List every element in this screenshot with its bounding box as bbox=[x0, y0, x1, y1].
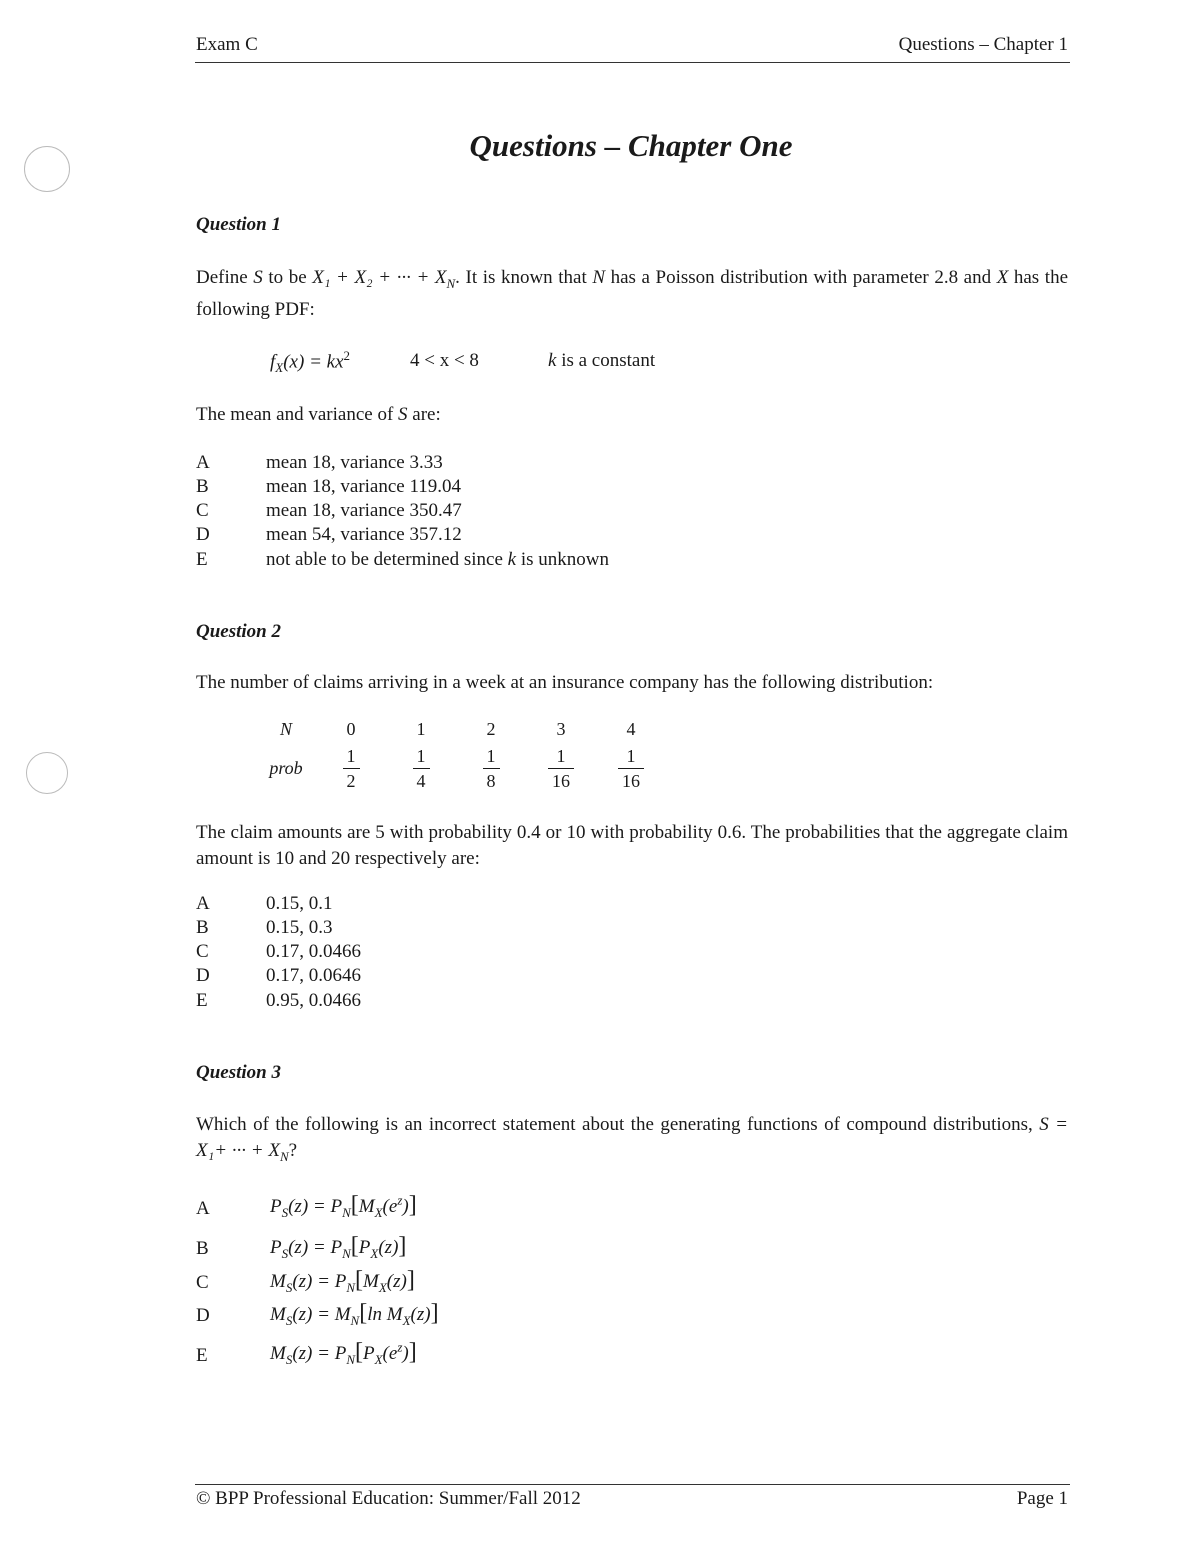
option-text: 0.95, 0.0466 bbox=[266, 990, 361, 1011]
option-text: mean 54, variance 357.12 bbox=[266, 524, 462, 545]
n-value: 1 bbox=[416, 718, 426, 739]
prob-fraction: $\frac{1}{8}$ bbox=[483, 744, 500, 793]
distribution-table bbox=[256, 714, 666, 793]
option-letter: D bbox=[196, 524, 210, 545]
header-left: Exam C bbox=[196, 34, 258, 55]
pdf-range: 4 < x < 8 bbox=[410, 350, 479, 371]
prob-fraction: $\frac{1}{4}$ bbox=[413, 744, 430, 793]
option-letter: A bbox=[196, 893, 210, 914]
option-formula: $P_S(z) = P_N[P_X(z)]$ bbox=[270, 1233, 407, 1261]
option-letter: B bbox=[196, 1238, 209, 1259]
option-letter: C bbox=[196, 941, 209, 962]
pdf-note: k is a constant bbox=[548, 350, 656, 371]
page-number: Page 1 bbox=[1016, 1488, 1068, 1509]
n-value: 3 bbox=[556, 718, 566, 739]
question-3-heading: Question 3 bbox=[196, 1062, 281, 1083]
question-3-text: Which of the following is an incorrect statement about the generating functions of compound distributions, S = X₁+ ··· + $X_N$? bbox=[196, 1114, 1068, 1164]
option-text: mean 18, variance 3.33 bbox=[266, 452, 443, 473]
option-letter: D bbox=[196, 1305, 210, 1326]
option-text: 0.15, 0.1 bbox=[266, 893, 333, 914]
option-text: 0.17, 0.0646 bbox=[266, 965, 361, 986]
option-text: mean 18, variance 350.47 bbox=[266, 500, 462, 521]
option-letter: D bbox=[196, 965, 210, 986]
option-letter: E bbox=[196, 990, 208, 1011]
prob-fraction: $\frac{1}{16}$ bbox=[548, 744, 574, 793]
option-formula: $M_S(z) = M_N[\ln$ $M_X(z)$] bbox=[270, 1300, 439, 1328]
option-text: not able to be determined since k is unknown bbox=[266, 549, 609, 570]
option-formula: $M_S(z) = P_N[P_X(e^z)]$ bbox=[270, 1339, 417, 1367]
option-letter: A bbox=[196, 1198, 210, 1219]
option-formula: $P_S(z) = P_N[M_X(e^z)]$ bbox=[270, 1192, 417, 1220]
punch-hole-mark bbox=[26, 752, 68, 794]
option-formula: $M_S(z) = P_N[M_X(z)]$ bbox=[270, 1267, 415, 1295]
prob-fraction: $\frac{1}{16}$ bbox=[618, 744, 644, 793]
header-right: Questions – Chapter 1 bbox=[898, 34, 1068, 55]
question-1-prompt: The mean and variance of S are: bbox=[196, 404, 441, 425]
prob-label: prob bbox=[269, 758, 303, 778]
option-letter: C bbox=[196, 500, 209, 521]
n-label: N bbox=[279, 718, 292, 739]
page-title: Questions – Chapter One bbox=[469, 128, 793, 163]
option-letter: C bbox=[196, 1272, 209, 1293]
footer-copyright: © BPP Professional Education: Summer/Fall 2012 bbox=[196, 1488, 581, 1509]
pdf-formula: $f_X(x) = kx^2$ bbox=[270, 348, 351, 376]
option-letter: B bbox=[196, 476, 209, 497]
n-value: 2 bbox=[486, 718, 496, 739]
option-letter: A bbox=[196, 452, 210, 473]
question-2-intro: The number of claims arriving in a week at an insurance company has the following distribution: bbox=[196, 672, 934, 693]
question-1-heading: Question 1 bbox=[196, 214, 281, 235]
option-letter: E bbox=[196, 1345, 208, 1366]
header-rule bbox=[195, 62, 1070, 63]
n-value: 0 bbox=[346, 718, 356, 739]
n-value: 4 bbox=[626, 718, 636, 739]
question-2-text: The claim amounts are 5 with probability 0.4 or 10 with probability 0.6. The probabilities that the aggregate claim amount is 10 and 20 respectively are: bbox=[196, 822, 1068, 869]
option-text: 0.17, 0.0466 bbox=[266, 941, 361, 962]
option-text: 0.15, 0.3 bbox=[266, 917, 333, 938]
question-1-text: Define S to be X₁ + X₂ + ··· + $X_N$. It is known that N has a Poisson distribution with parameter 2.8 and X has the following PDF: bbox=[196, 267, 1069, 320]
question-2-heading: Question 2 bbox=[196, 621, 281, 642]
prob-fraction: $\frac{1}{2}$ bbox=[343, 744, 360, 793]
option-text: mean 18, variance 119.04 bbox=[266, 476, 462, 497]
option-letter: B bbox=[196, 917, 209, 938]
footer-rule bbox=[195, 1484, 1070, 1485]
option-letter: E bbox=[196, 549, 208, 570]
